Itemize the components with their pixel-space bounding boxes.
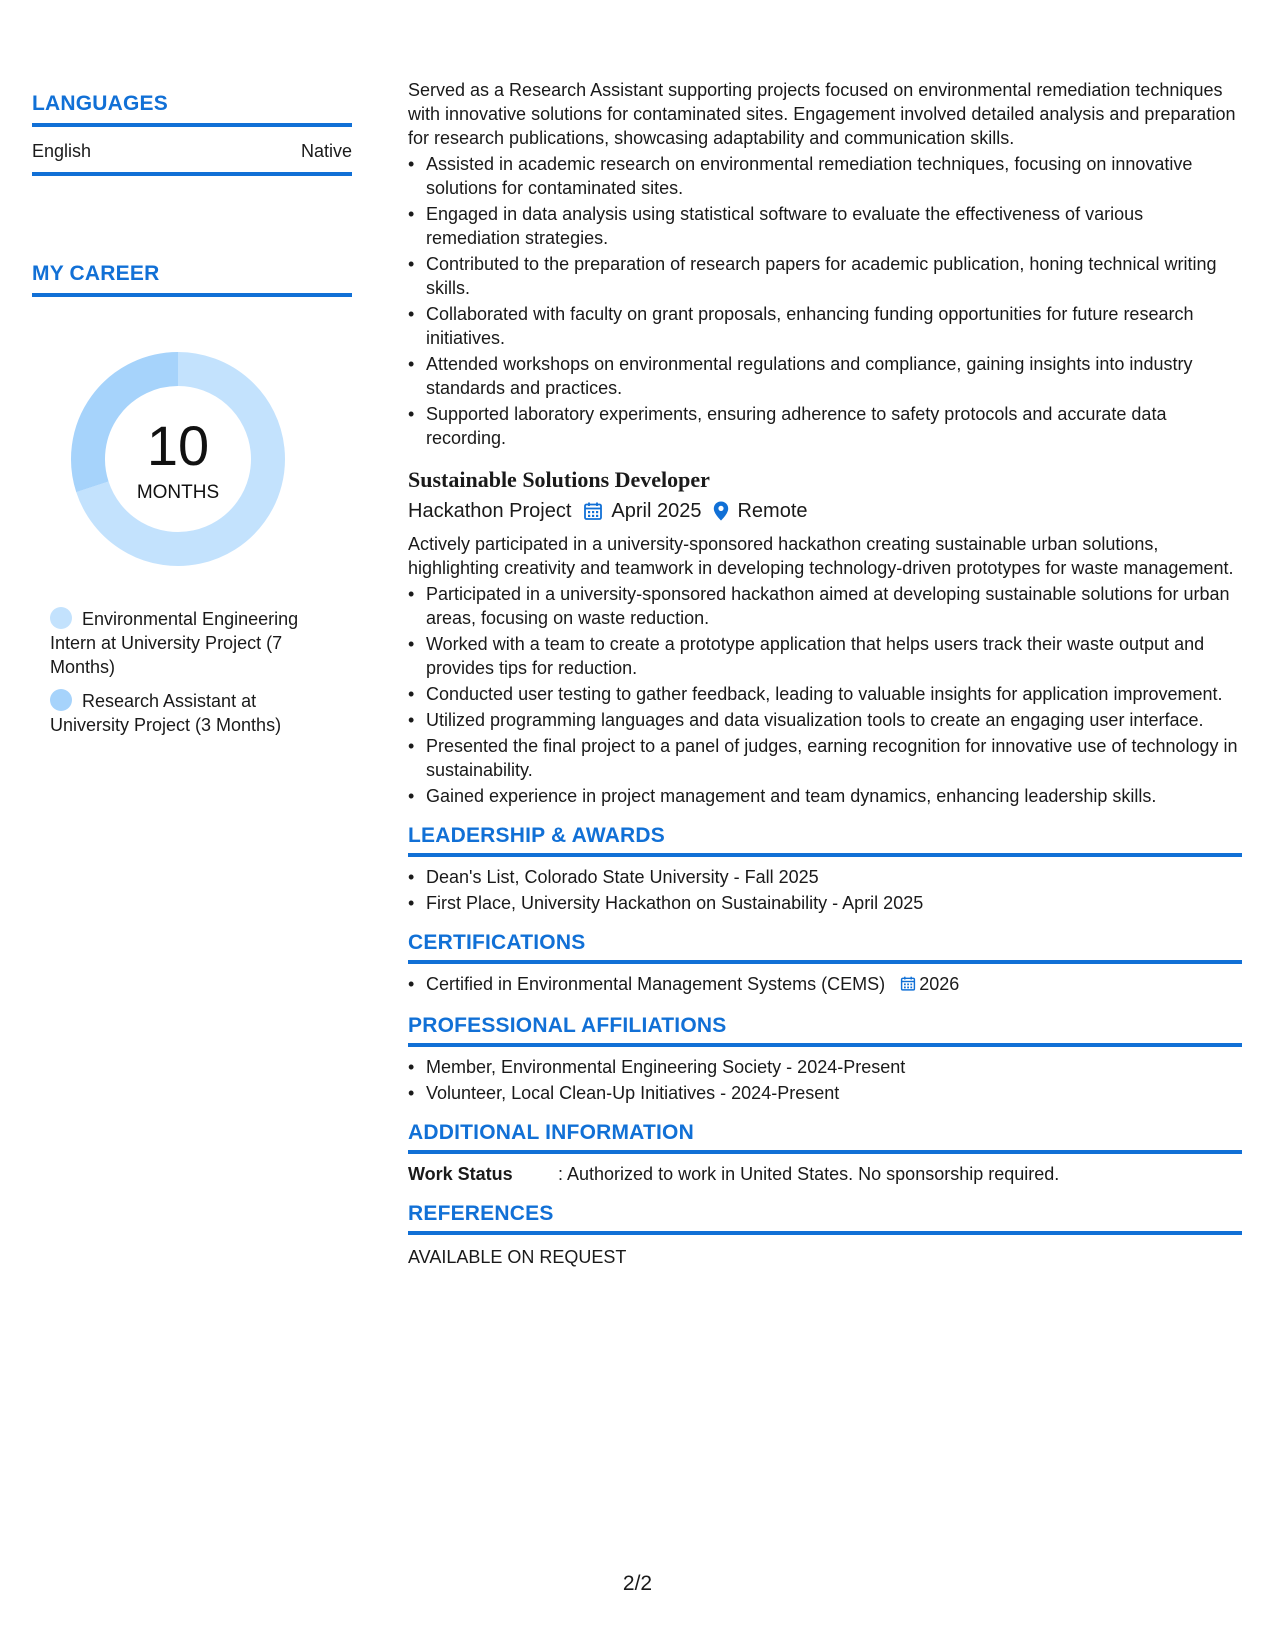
list-item: [408, 972, 1242, 998]
additional-info-heading: ADDITIONAL INFORMATION: [408, 1121, 1242, 1154]
list-item: • Member, Environmental Engineering Society - 2024-Present: [408, 1055, 1242, 1079]
leadership-section: [408, 824, 1242, 915]
list-item: • Assisted in academic research on environmental remediation techniques, focusing on innovative solutions for contaminated sites.: [408, 152, 1242, 200]
main-content: [408, 78, 1242, 1269]
career-section: [32, 262, 352, 297]
languages-heading: LANGUAGES: [32, 92, 352, 127]
job-date: April 2025: [611, 500, 702, 522]
job-organization: Hackathon Project: [408, 500, 572, 522]
certification-name: Certified in Environmental Management Systems (CEMS): [426, 974, 886, 994]
job-title: Sustainable Solutions Developer: [408, 467, 710, 492]
career-heading: MY CAREER: [32, 262, 352, 297]
additional-info-section: [408, 1121, 1242, 1186]
donut-center: [65, 346, 291, 572]
calendar-icon: [900, 974, 916, 998]
legend-item: [50, 689, 330, 737]
legend-dot: [50, 689, 72, 711]
career-total-value: 10: [146, 414, 210, 477]
list-item: • Gained experience in project management and team dynamics, enhancing leadership skills.: [408, 784, 1242, 808]
references-text: AVAILABLE ON REQUEST: [408, 1247, 627, 1267]
work-status-label: Work Status: [408, 1164, 513, 1184]
certifications-heading: CERTIFICATIONS: [408, 931, 1242, 964]
list-item: • First Place, University Hackathon on Sustainability - April 2025: [408, 891, 1242, 915]
job-sustainable-solutions: [408, 466, 1242, 808]
references-section: [408, 1202, 1242, 1269]
list-item: • Conducted user testing to gather feedback, leading to valuable insights for application improvement.: [408, 682, 1242, 706]
job-summary: Served as a Research Assistant supporting projects focused on environmental remediation techniques with innovative solutions for contaminated sites. Engagement involved detailed analysis and preparation for research publications, showcasing adaptability and communication skills.: [408, 80, 1236, 148]
list-item: • Attended workshops on environmental regulations and compliance, gaining insights into industry standards and practices.: [408, 352, 1242, 400]
language-row: [32, 127, 352, 176]
affiliations-section: [408, 1014, 1242, 1105]
list-item: • Worked with a team to create a prototype application that helps users track their waste output and provides tips for reduction.: [408, 632, 1242, 680]
languages-section: [32, 92, 352, 176]
work-status-value: : Authorized to work in United States. No sponsorship required.: [558, 1164, 1060, 1184]
certifications-section: [408, 931, 1242, 998]
legend-label: Environmental Engineering Intern at University Project (7 Months): [50, 609, 299, 677]
career-donut-chart: [65, 346, 291, 572]
list-item: • Collaborated with faculty on grant proposals, enhancing funding opportunities for future research initiatives.: [408, 302, 1242, 350]
list-item: • Utilized programming languages and data visualization tools to create an engaging user interface.: [408, 708, 1242, 732]
references-heading: REFERENCES: [408, 1202, 1242, 1235]
affiliations-heading: PROFESSIONAL AFFILIATIONS: [408, 1014, 1242, 1047]
list-item: • Presented the final project to a panel of judges, earning recognition for innovative use of technology in sustainability.: [408, 734, 1242, 782]
list-item: • Engaged in data analysis using statistical software to evaluate the effectiveness of various remediation strategies.: [408, 202, 1242, 250]
list-item: • Dean's List, Colorado State University - Fall 2025: [408, 865, 1242, 889]
list-item: • Supported laboratory experiments, ensuring adherence to safety protocols and accurate data recording.: [408, 402, 1242, 450]
job-meta: [408, 496, 1242, 526]
job-research-assistant: [408, 78, 1242, 450]
affiliations-list: [408, 1055, 1242, 1105]
leadership-list: [408, 865, 1242, 915]
job-bullets: [408, 582, 1242, 808]
list-item: • Contributed to the preparation of research papers for academic publication, honing technical writing skills.: [408, 252, 1242, 300]
list-item: • Participated in a university-sponsored hackathon aimed at developing sustainable solutions for urban areas, focusing on waste reduction.: [408, 582, 1242, 630]
calendar-icon: [583, 501, 603, 521]
legend-label: Research Assistant at University Project (3 Months): [50, 691, 282, 735]
page-number: 2/2: [622, 1572, 653, 1595]
language-name: English: [32, 141, 92, 161]
language-level: Native: [300, 141, 352, 161]
job-summary: Actively participated in a university-sponsored hackathon creating sustainable urban solutions, highlighting creativity and teamwork in developing technology-driven prototypes for waste management.: [408, 534, 1234, 578]
leadership-heading: LEADERSHIP & AWARDS: [408, 824, 1242, 857]
certifications-list: [408, 972, 1242, 998]
certification-year: 2026: [919, 974, 960, 994]
legend-dot: [50, 607, 72, 629]
location-pin-icon: [713, 501, 729, 521]
job-location: Remote: [737, 500, 808, 522]
legend-item: [50, 607, 330, 679]
career-total-unit: MONTHS: [136, 482, 220, 503]
list-item: • Volunteer, Local Clean-Up Initiatives - 2024-Present: [408, 1081, 1242, 1105]
career-legend: [50, 607, 330, 747]
job-bullets: [408, 152, 1242, 450]
work-status-row: [408, 1162, 1242, 1186]
